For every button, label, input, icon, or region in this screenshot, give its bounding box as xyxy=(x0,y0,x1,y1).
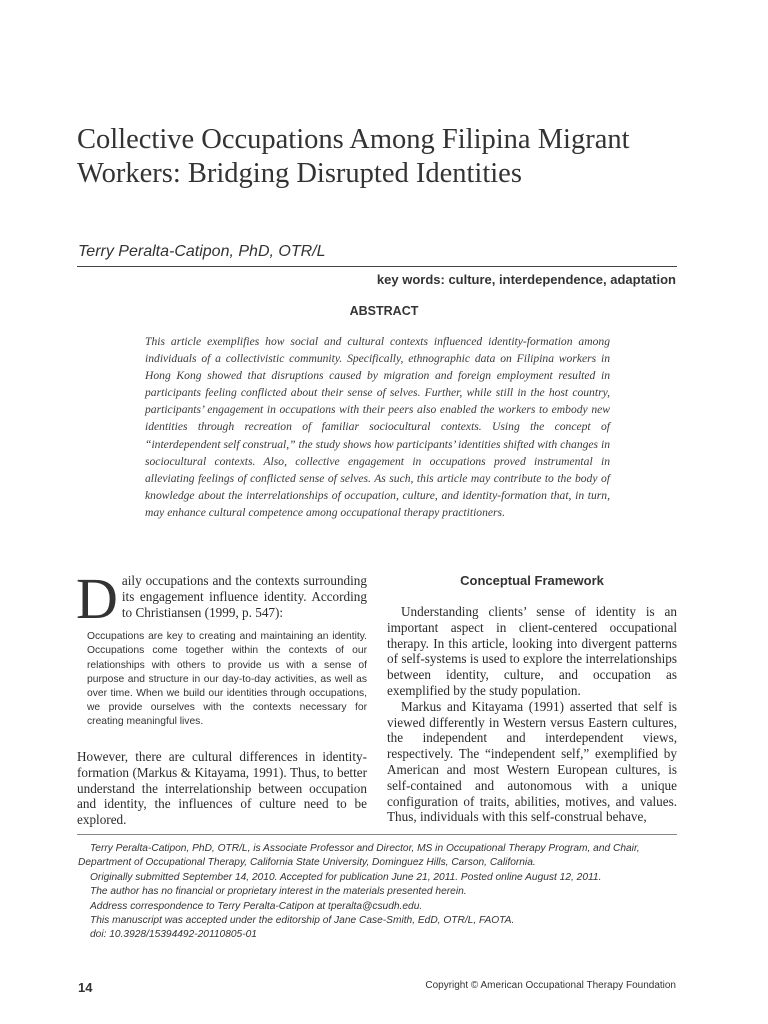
article-title: Collective Occupations Among Filipina Migrant Workers: Bridging Disrupted Identities xyxy=(77,124,630,189)
footnote-correspondence: Address correspondence to Terry Peralta-Catipon at tperalta@csudh.edu. xyxy=(90,900,423,912)
lead-paragraph xyxy=(76,566,367,631)
author-line: Terry Peralta-Catipon, PhD, OTR/L xyxy=(78,243,326,260)
body-paragraph: However, there are cultural differences in identity-formation (Markus & Kitayama, 1991). Thus, to better understand the interrelationship between occupation and identity, the influences of culture need to be explored. xyxy=(77,749,367,828)
footnotes xyxy=(78,842,683,943)
footnote-dates: Originally submitted September 14, 2010. Accepted for publication June 21, 2011. Posted online August 12, 2011. xyxy=(90,871,602,883)
lead-text: aily occupations and the contexts surrounding its engagement influence identity. According to Christiansen (1999, p. 547): xyxy=(121,573,367,620)
footnote-rule xyxy=(77,834,677,835)
dropcap-letter: D xyxy=(76,566,118,631)
page-number: 14 xyxy=(78,980,93,995)
header-rule xyxy=(77,266,677,267)
abstract-body: This article exemplifies how social and cultural contexts influenced identity-formation among individuals of a collectivistic community. Specifically, ethnographic data on Filipina workers in Hong Kong showed that disruptions caused by migration and foreign employment resulted in participants feeling conflicted about their sense of selves. Further, while still in the host country, participants’ engagement in occupations with their peers also enabled the workers to embody new identities through recreation of familiar sociocultural contexts. Using the concept of “interdependent self construal,” the study shows how participants’ identities shifted with changes in sociocultural contexts. Also, collective engagement in occupations proved instrumental in alleviating feelings of conflicted sense of selves. As such, this article may contribute to the body of knowledge about the interrelationships of occupation, culture, and identity-formation that, in turn, may enhance cultural competence among occupational therapy practitioners. xyxy=(145,335,610,519)
footnote-editorship: This manuscript was accepted under the editorship of Jane Case-Smith, EdD, OTR/L, FAOTA. xyxy=(90,915,515,927)
abstract-heading: ABSTRACT xyxy=(349,304,419,318)
footnote-disclosure: The author has no financial or proprietary interest in the materials presented herein. xyxy=(90,886,467,898)
right-column xyxy=(387,573,677,825)
footnote-author-bio: Terry Peralta-Catipon, PhD, OTR/L, is Associate Professor and Director, MS in Occupational Therapy Program, and Chair, Department of Occupational Therapy, California State University, Dominguez Hills, Carson, California. xyxy=(78,843,640,869)
copyright-notice: Copyright © American Occupational Therapy Foundation xyxy=(425,980,676,991)
block-quote: Occupations are key to creating and maintaining an identity. Occupations come together within the contexts of our relationships with others to provide us with a sense of purpose and structure in our day-to-day activities, as well as over time. When we build our identities through occupations, we provide ourselves with the contexts necessary for creating meaningful lives. xyxy=(87,631,367,727)
keywords: key words: culture, interdependence, adaptation xyxy=(376,272,676,287)
left-column xyxy=(76,566,367,828)
footnote-doi: doi: 10.3928/15394492-20110805-01 xyxy=(90,929,257,941)
body-paragraph: Markus and Kitayama (1991) asserted that self is viewed differently in Western versus Eastern cultures, the independent and interdependent views, respectively. The “independent self,” exemplified by American and most Western European cultures, is self-contained and autonomous with a unique configuration of traits, abilities, motives, and values. Thus, individuals with this self-construal behave, xyxy=(387,698,677,825)
section-heading: Conceptual Framework xyxy=(460,573,604,588)
body-paragraph: Understanding clients’ sense of identity is an important aspect in client-centered occupational therapy. In this article, looking into divergent patterns of self-systems is used to explore the interrelationships between identity, culture, and occupation as exemplified by the study population. xyxy=(387,604,677,698)
